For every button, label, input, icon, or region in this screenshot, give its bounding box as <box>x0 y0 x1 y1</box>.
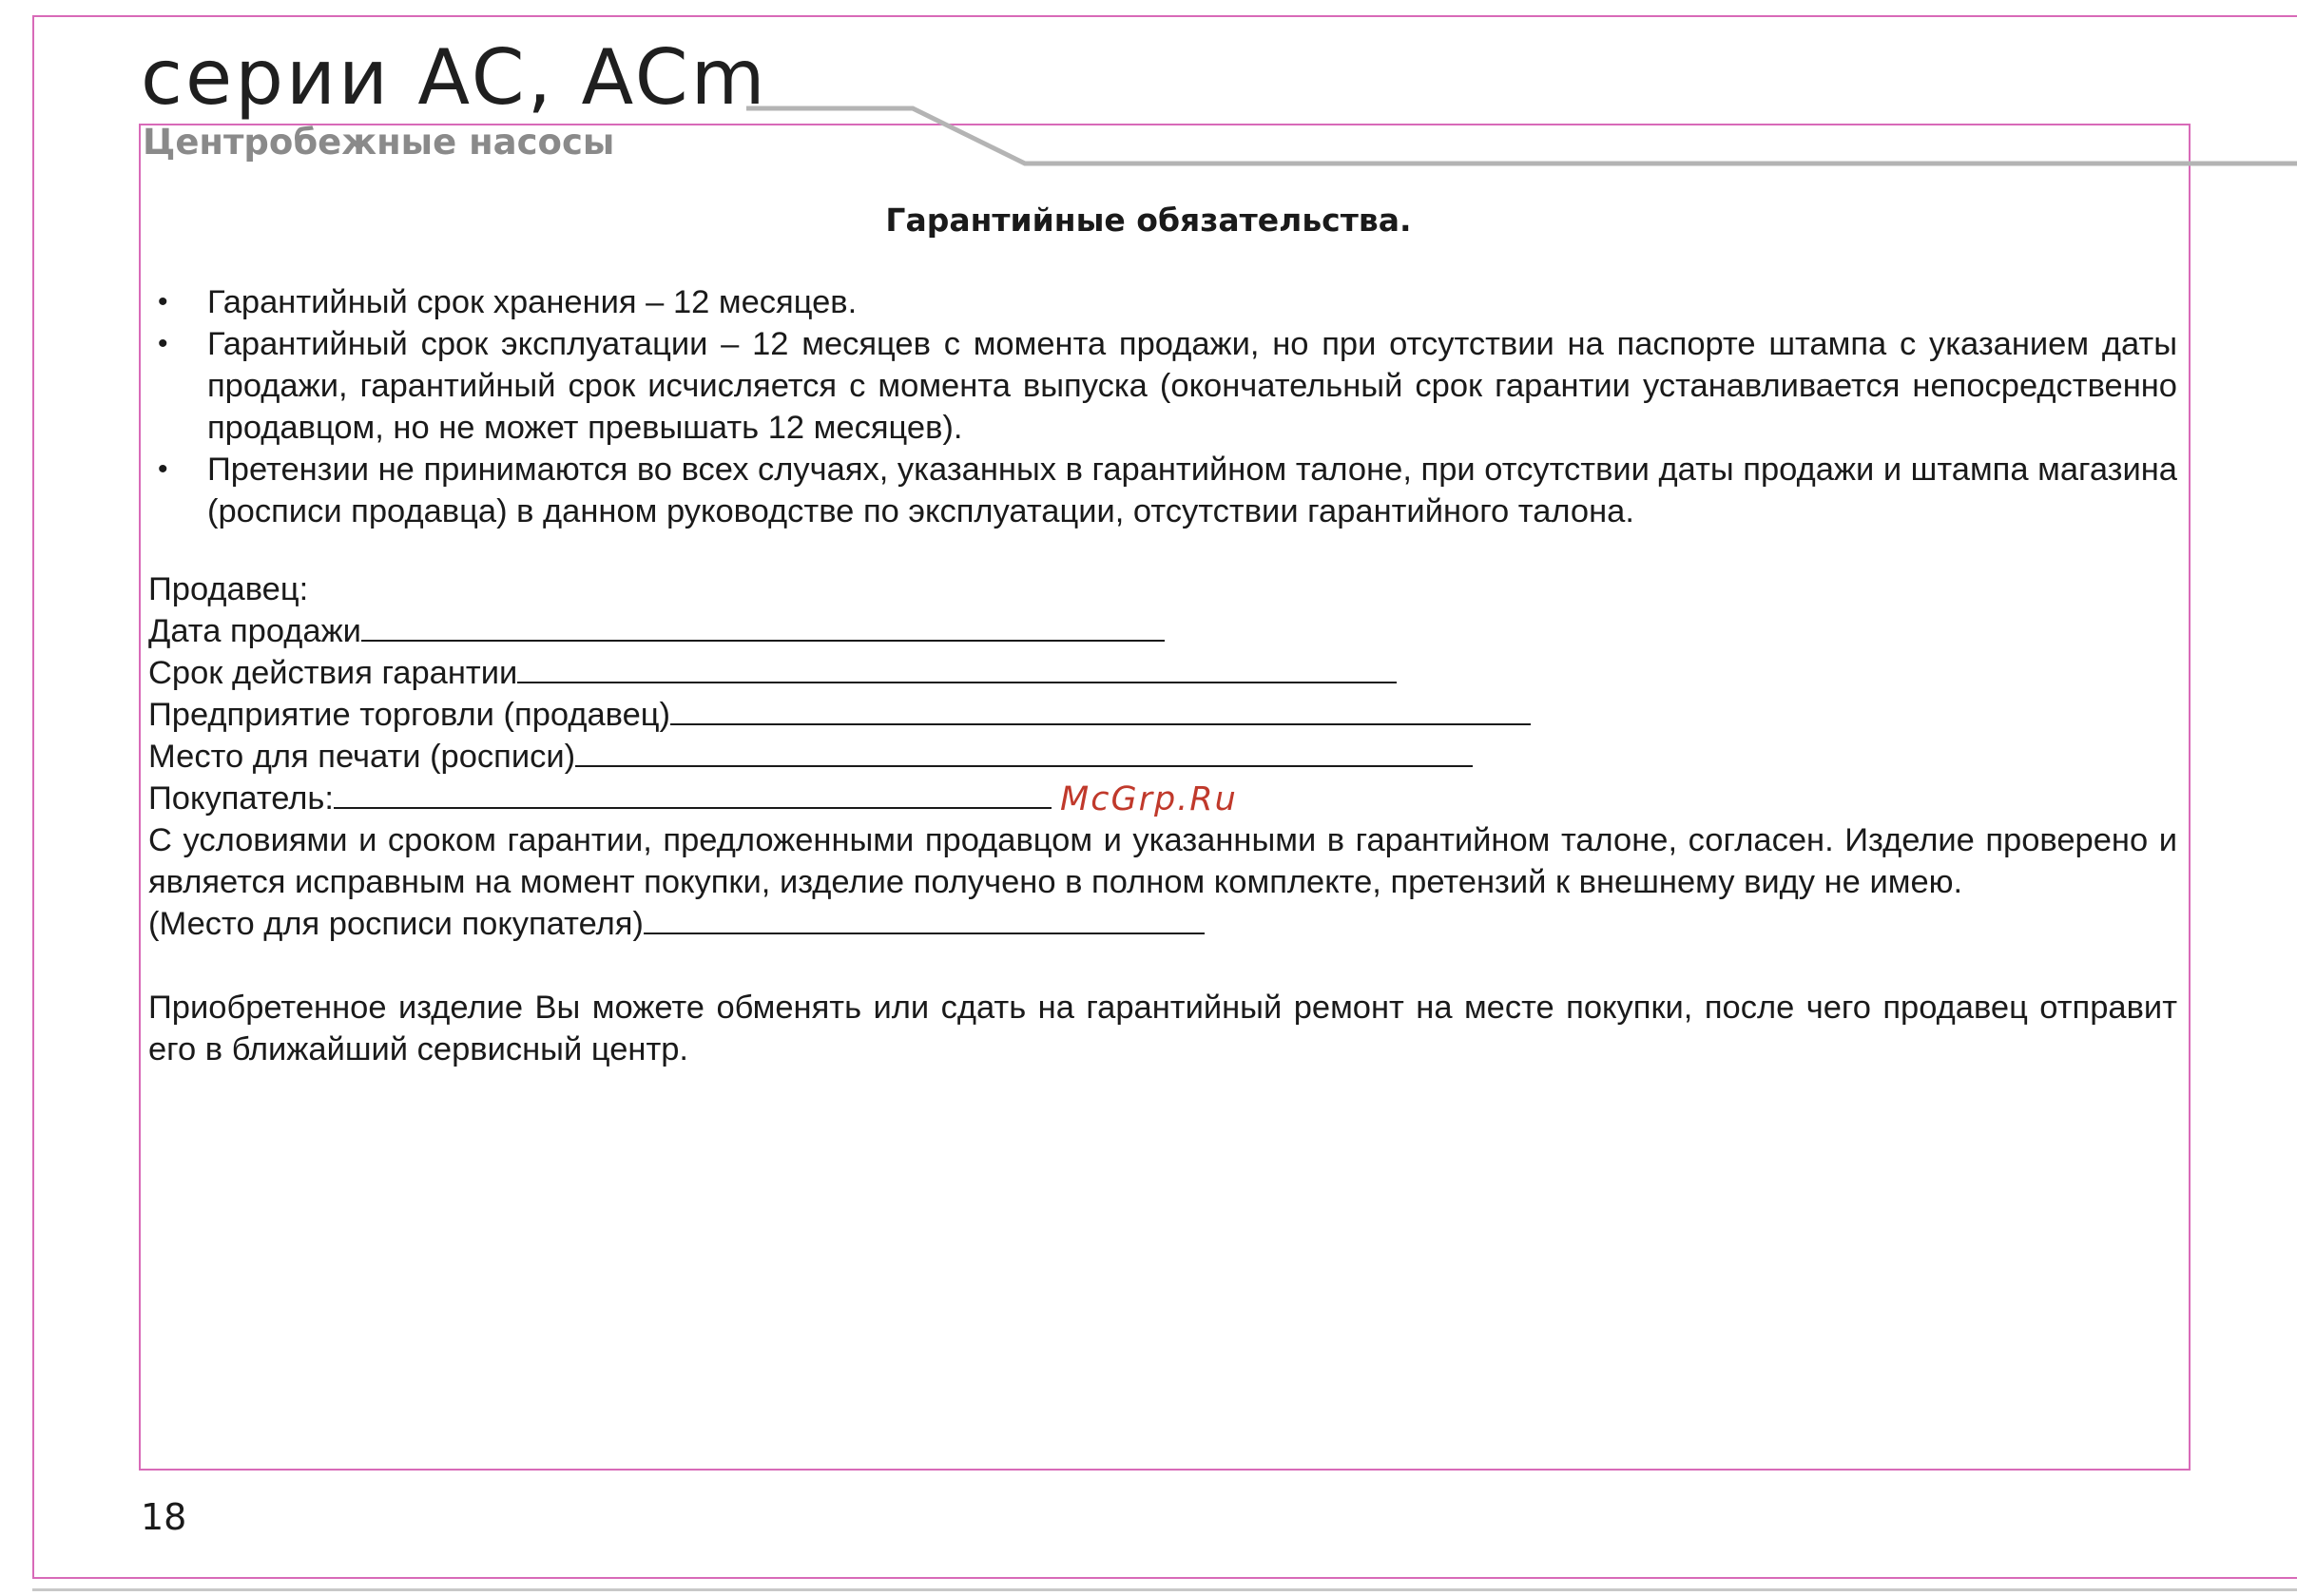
series-title: серии AC, ACm <box>141 33 768 122</box>
buyer-label: Покупатель: <box>148 780 334 817</box>
trade-enterprise-blank[interactable] <box>670 695 1531 725</box>
warranty-period-field <box>148 652 1397 694</box>
buyer-field <box>148 778 1052 819</box>
page-number: 18 <box>141 1496 187 1538</box>
list-item <box>148 323 2177 449</box>
bullet-icon: • <box>158 328 168 359</box>
watermark: McGrp.Ru <box>1060 780 1238 818</box>
warranty-period-label: Срок действия гарантии <box>148 655 518 691</box>
trade-enterprise-field <box>148 694 1531 736</box>
bullet-icon: • <box>158 453 168 485</box>
agreement-text: С условиями и сроком гарантии, предложенными продавцом и указанными в гарантийном талоне, согласен. Изделие проверено и является исправным на момент покупки, изделие получено в полном комплекте, претензий к внешнему виду не имею. <box>148 822 2177 900</box>
buyer-blank[interactable] <box>334 779 1052 809</box>
stamp-place-label: Место для печати (росписи) <box>148 739 576 775</box>
exchange-text: Приобретенное изделие Вы можете обменять или сдать на гарантийный ремонт на месте покупки, после чего продавец отправит его в ближайший сервисный центр. <box>148 990 2177 1067</box>
list-item-text: Претензии не принимаются во всех случаях, указанных в гарантийном талоне, при отсутствии даты продажи и штампа магазина (росписи продавца) в данном руководстве по эксплуатации, отсутствии гарантийного талона. <box>207 452 2177 529</box>
sale-date-field <box>148 610 1165 652</box>
sale-date-blank[interactable] <box>361 611 1165 642</box>
buyer-signature-blank[interactable] <box>644 904 1205 934</box>
bullet-icon: • <box>158 286 168 317</box>
buyer-signature-label: (Место для росписи покупателя) <box>148 906 644 942</box>
trade-enterprise-label: Предприятие торговли (продавец) <box>148 697 671 733</box>
warranty-terms-list <box>148 281 2177 532</box>
buyer-signature-field <box>148 903 1205 945</box>
sale-date-label: Дата продажи <box>148 613 361 649</box>
stamp-place-field <box>148 736 1473 778</box>
list-item <box>148 281 2177 323</box>
warranty-period-blank[interactable] <box>517 653 1397 683</box>
subtitle: Центробежные насосы <box>143 122 615 163</box>
document-heading: Гарантийные обязательства. <box>885 202 1412 239</box>
list-item-text: Гарантийный срок эксплуатации – 12 месяцев с момента продажи, но при отсутствии на паспорте штампа с указанием даты продажи, гарантийный срок исчисляется с момента выпуска (окончательный срок гарантии устанавливается непосредственно продавцом, но не может превышать 12 месяцев). <box>207 326 2177 446</box>
list-item <box>148 449 2177 532</box>
seller-label: Продавец: <box>148 571 309 607</box>
stamp-place-blank[interactable] <box>575 737 1473 767</box>
bottom-rule <box>32 1588 2297 1591</box>
list-item-text: Гарантийный срок хранения – 12 месяцев. <box>207 284 858 320</box>
